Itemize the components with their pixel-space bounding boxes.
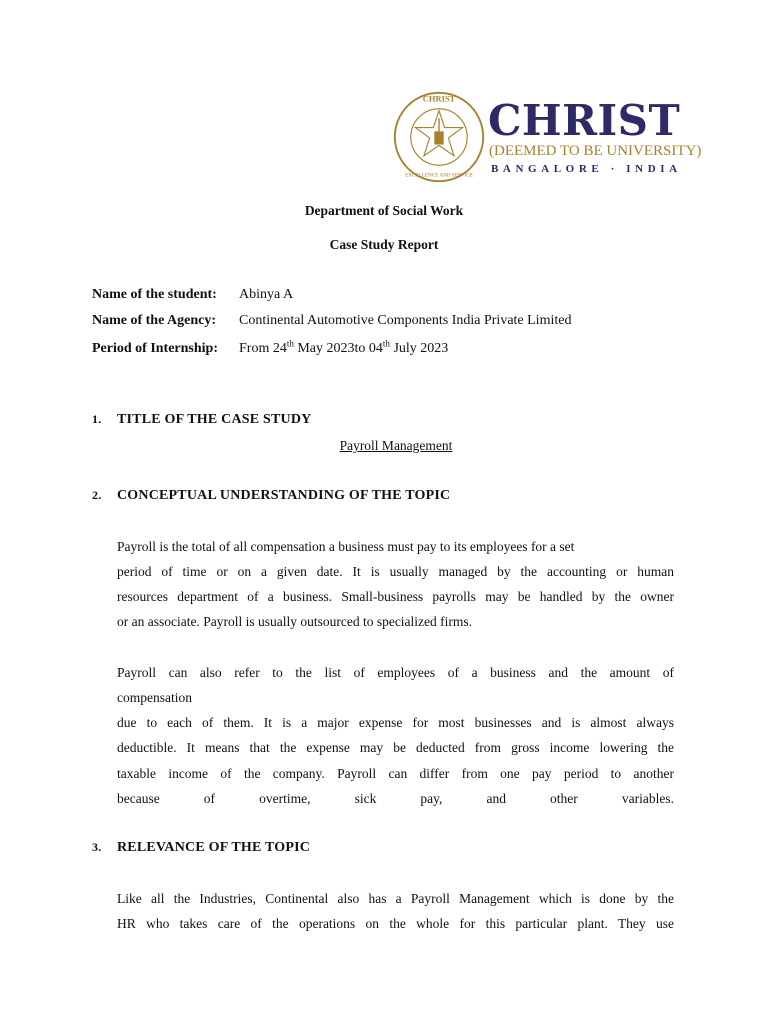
- paragraph-line: compensation: [117, 690, 192, 705]
- period-label: Period of Internship:: [92, 340, 218, 356]
- section-heading: 1. TITLE OF THE CASE STUDY: [92, 412, 312, 427]
- section-number: 2.: [92, 488, 102, 502]
- svg-text:EXCELLENCE AND SERVICE: EXCELLENCE AND SERVICE: [405, 172, 473, 179]
- department-title: Department of Social Work: [304, 203, 464, 218]
- svg-text:CHRIST: CHRIST: [422, 93, 456, 104]
- section-number: 3.: [92, 840, 102, 854]
- paragraph-line: HR who takes care of the operations on the whole for this particular plant. They use: [117, 916, 674, 931]
- paragraph-line: because of overtime, sick pay, and other variables.: [117, 791, 674, 806]
- paragraph-line: deductible. It means that the expense may be deducted from gross income lowering the: [117, 740, 674, 755]
- paragraph-line: Payroll can also refer to the list of employees of a business and the amount of: [117, 665, 674, 680]
- case-study-title: Payroll Management: [339, 438, 453, 453]
- logo-subtitle: (DEEMED TO BE UNIVERSITY): [489, 143, 702, 159]
- student-value: Abinya A: [239, 287, 294, 302]
- paragraph-line: Like all the Industries, Continental also has a Payroll Management which is done by the: [117, 891, 674, 906]
- paragraph-line: period of time or on a given date. It is usually managed by the accounting or human: [117, 564, 674, 579]
- logo-location: BANGALORE · INDIA: [491, 163, 682, 175]
- paragraph-line: due to each of them. It is a major expense for most businesses and is almost always: [117, 715, 674, 730]
- university-seal-icon: [392, 90, 486, 184]
- paragraph-line: Payroll is the total of all compensation a business must pay to its employees for a set: [117, 539, 575, 554]
- paragraph-line: resources department of a business. Small-business payrolls may be handled by the owner: [117, 589, 674, 604]
- logo-name: CHRIST: [488, 96, 681, 145]
- agency-label: Name of the Agency:: [92, 313, 217, 328]
- period-value: From 24th May 2023to 04th July 2023: [239, 338, 449, 356]
- agency-row: [92, 313, 571, 329]
- student-row: [92, 287, 293, 303]
- agency-value: Continental Automotive Components India Private Limited: [239, 313, 572, 328]
- university-logo: [392, 86, 702, 192]
- section-heading: 3. RELEVANCE OF THE TOPIC: [92, 840, 311, 855]
- section-heading: 2. CONCEPTUAL UNDERSTANDING OF THE TOPIC: [92, 488, 451, 503]
- student-label: Name of the student:: [92, 287, 217, 302]
- period-row: [92, 338, 448, 357]
- report-type: Case Study Report: [329, 237, 439, 252]
- section-number: 1.: [92, 412, 102, 426]
- paragraph-line: taxable income of the company. Payroll can differ from one pay period to another: [117, 766, 674, 781]
- paragraph-line: or an associate. Payroll is usually outsourced to specialized firms.: [117, 614, 473, 629]
